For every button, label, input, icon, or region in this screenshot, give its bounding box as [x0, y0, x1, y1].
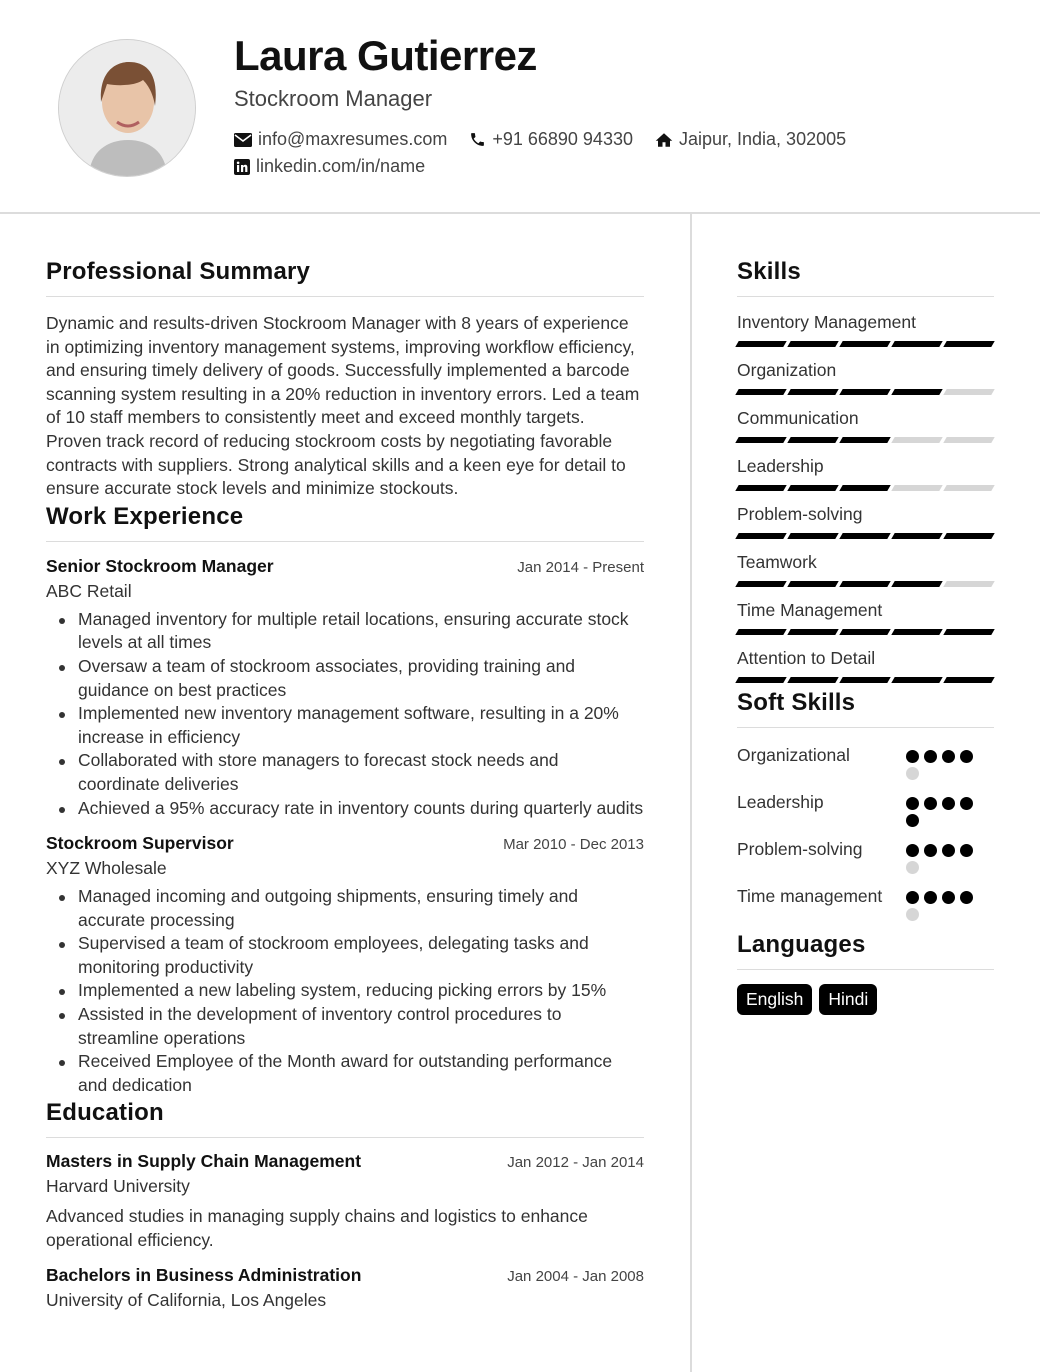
skill-name: Attention to Detail: [737, 648, 876, 668]
soft-skills-list: [737, 743, 994, 925]
contact-row-primary: [234, 129, 868, 150]
soft-skill-rating: [906, 844, 978, 878]
language-badge: English: [737, 984, 812, 1015]
job-title: Senior Stockroom Manager: [46, 555, 274, 576]
skill-name: Teamwork: [737, 552, 817, 572]
skill-level-segment: [787, 677, 838, 683]
degree-title: Bachelors in Business Administration: [46, 1264, 362, 1285]
skill-level-segment: [891, 533, 942, 539]
soft-skill-item: [737, 790, 994, 831]
contact-row-secondary: [234, 156, 447, 177]
soft-skill-name: Organizational: [737, 745, 850, 765]
contact-phone[interactable]: [469, 129, 633, 150]
skill-level-segment: [839, 533, 890, 539]
job-bullet: Implemented new inventory management software, resulting in a 20% increase in efficiency: [78, 702, 644, 749]
soft-skill-item: [737, 743, 994, 784]
main-column: [46, 258, 644, 1311]
job-bullet: Supervised a team of stockroom employees, delegating tasks and monitoring productivity: [78, 932, 644, 979]
skill-name: Organization: [737, 360, 837, 380]
job-bullets: [46, 608, 644, 820]
job-bullet: Oversaw a team of stockroom associates, providing training and guidance on best practices: [78, 655, 644, 702]
rating-dot: [924, 844, 937, 857]
skill-level-segment: [891, 341, 942, 347]
education-dates: Jan 2004 - Jan 2008: [507, 1267, 644, 1285]
job-company: XYZ Wholesale: [46, 858, 167, 879]
soft-skill-name: Leadership: [737, 792, 824, 812]
resume-header: [0, 0, 1040, 214]
email-text: info@maxresumes.com: [258, 129, 448, 149]
candidate-title: Stockroom Manager: [234, 86, 433, 111]
skill-item: [737, 312, 994, 347]
skill-level-segment: [943, 677, 994, 683]
job-entry: [46, 556, 644, 820]
skill-level-segment: [839, 437, 890, 443]
rating-dot: [942, 750, 955, 763]
job-title: Stockroom Supervisor: [46, 833, 234, 854]
rating-dot: [924, 797, 937, 810]
job-company: ABC Retail: [46, 580, 132, 601]
job-bullet: Achieved a 95% accuracy rate in inventory counts during quarterly audits: [78, 797, 644, 821]
skill-level-segment: [839, 389, 890, 395]
contact-location: [655, 129, 846, 150]
skill-level-bar: [737, 485, 993, 491]
skill-level-segment: [787, 437, 838, 443]
skill-level-segment: [891, 437, 942, 443]
rating-dot: [906, 844, 919, 857]
languages-heading: Languages: [737, 931, 994, 970]
candidate-name: Laura Gutierrez: [234, 32, 537, 79]
language-badge: Hindi: [819, 984, 877, 1015]
job-bullet: Received Employee of the Month award for outstanding performance and dedication: [78, 1050, 644, 1097]
degree-title: Masters in Supply Chain Management: [46, 1151, 362, 1172]
rating-dot: [924, 891, 937, 904]
skill-level-bar: [737, 581, 993, 587]
skill-level-segment: [943, 341, 994, 347]
soft-skill-rating: [906, 750, 978, 784]
skill-level-segment: [943, 485, 994, 491]
soft-skill-item: [737, 837, 994, 878]
skill-level-segment: [787, 581, 838, 587]
rating-dot: [906, 750, 919, 763]
skill-level-segment: [735, 485, 786, 491]
skill-level-segment: [735, 533, 786, 539]
phone-text: +91 66890 94330: [492, 129, 633, 149]
envelope-icon: [234, 133, 252, 147]
skill-level-bar: [737, 629, 993, 635]
school-name: Harvard University: [46, 1176, 190, 1197]
rating-dot: [924, 750, 937, 763]
rating-dot: [942, 844, 955, 857]
skill-level-segment: [787, 533, 838, 539]
school-name: University of California, Los Angeles: [46, 1289, 327, 1310]
skill-level-bar: [737, 533, 993, 539]
skill-level-segment: [735, 437, 786, 443]
skill-level-bar: [737, 389, 993, 395]
rating-dot: [906, 814, 919, 827]
skill-name: Communication: [737, 408, 859, 428]
job-entry: [46, 833, 644, 1097]
skill-level-segment: [891, 629, 942, 635]
skill-level-segment: [787, 341, 838, 347]
soft-skill-name: Time management: [737, 886, 883, 906]
contact-email[interactable]: [234, 129, 447, 150]
skill-level-segment: [735, 677, 786, 683]
education-dates: Jan 2012 - Jan 2014: [507, 1154, 644, 1172]
job-bullet: Managed inventory for multiple retail locations, ensuring accurate stock levels at all times: [78, 608, 644, 655]
skill-level-bar: [737, 677, 993, 683]
skills-list: [737, 312, 994, 683]
rating-dot: [906, 797, 919, 810]
skill-level-bar: [737, 341, 993, 347]
soft-skill-item: [737, 884, 994, 925]
location-text: Jaipur, India, 302005: [678, 129, 847, 149]
soft-skill-name: Problem-solving: [737, 839, 863, 859]
skill-level-segment: [787, 629, 838, 635]
rating-dot: [906, 908, 919, 921]
linkedin-icon: [234, 159, 250, 175]
skill-level-segment: [943, 629, 994, 635]
skill-name: Leadership: [737, 456, 824, 476]
soft-skills-heading: Soft Skills: [737, 689, 994, 728]
skill-item: [737, 600, 994, 635]
skills-heading: Skills: [737, 258, 994, 297]
rating-dot: [960, 891, 973, 904]
languages-list: [737, 984, 994, 1015]
job-bullet: Assisted in the development of inventory control procedures to streamline operations: [78, 1003, 644, 1050]
phone-icon: [469, 131, 486, 148]
rating-dot: [942, 891, 955, 904]
skill-name: Inventory Management: [737, 312, 916, 332]
home-icon: [655, 132, 673, 148]
skill-level-segment: [839, 341, 890, 347]
skill-level-segment: [943, 437, 994, 443]
skill-level-segment: [735, 341, 786, 347]
rating-dot: [960, 797, 973, 810]
rating-dot: [942, 797, 955, 810]
skill-level-segment: [735, 629, 786, 635]
skill-level-bar: [737, 437, 993, 443]
skill-item: [737, 408, 994, 443]
skill-item: [737, 648, 994, 683]
rating-dot: [906, 891, 919, 904]
education-entry: [46, 1151, 644, 1252]
person-silhouette-icon: [59, 40, 196, 177]
column-divider: [690, 214, 692, 1372]
skill-level-segment: [943, 533, 994, 539]
skill-level-segment: [735, 389, 786, 395]
linkedin-text: linkedin.com/in/name: [256, 156, 426, 176]
skill-level-segment: [891, 677, 942, 683]
rating-dot: [960, 844, 973, 857]
job-bullet: Implemented a new labeling system, reducing picking errors by 15%: [78, 979, 644, 1003]
skill-level-segment: [787, 485, 838, 491]
skill-item: [737, 456, 994, 491]
skill-level-segment: [839, 629, 890, 635]
rating-dot: [906, 767, 919, 780]
contact-linkedin[interactable]: [234, 156, 425, 177]
skill-item: [737, 552, 994, 587]
skill-level-segment: [943, 581, 994, 587]
experience-heading: Work Experience: [46, 503, 644, 542]
job-bullets: [46, 885, 644, 1097]
education-heading: Education: [46, 1099, 644, 1138]
job-bullet: Collaborated with store managers to forecast stock needs and coordinate deliveries: [78, 749, 644, 796]
soft-skill-rating: [906, 891, 978, 925]
skill-item: [737, 360, 994, 395]
education-entry: [46, 1265, 644, 1311]
profile-photo: [58, 39, 196, 177]
skill-level-segment: [735, 581, 786, 587]
rating-dot: [906, 861, 919, 874]
job-bullet: Managed incoming and outgoing shipments, ensuring timely and accurate processing: [78, 885, 644, 932]
skill-level-segment: [891, 581, 942, 587]
summary-text: Dynamic and results-driven Stockroom Manager with 8 years of experience in optimizing inventory management systems, improving workflow efficiency, and ensuring timely delivery of goods. Successfully implemented a barcode scanning system resulting in a 20% reduction in inventory errors. Led a team of 10 staff members to consistently meet and exceed monthly targets. Proven track record of reducing stockroom costs by negotiating favorable contracts with suppliers. Strong analytical skills and a keen eye for detail to ensure accurate stock levels and minimize stockouts.: [46, 313, 640, 499]
skill-level-segment: [839, 581, 890, 587]
skill-level-segment: [839, 677, 890, 683]
skill-name: Time Management: [737, 600, 883, 620]
job-dates: Mar 2010 - Dec 2013: [503, 836, 644, 854]
skill-level-segment: [891, 485, 942, 491]
skill-level-segment: [787, 389, 838, 395]
skill-level-segment: [839, 485, 890, 491]
job-dates: Jan 2014 - Present: [517, 558, 644, 576]
skill-name: Problem-solving: [737, 504, 863, 524]
summary-heading: Professional Summary: [46, 258, 644, 297]
skill-item: [737, 504, 994, 539]
sidebar-column: [737, 258, 994, 1015]
skill-level-segment: [891, 389, 942, 395]
education-description: Advanced studies in managing supply chains and logistics to enhance operational efficiency.: [46, 1206, 588, 1251]
soft-skill-rating: [906, 797, 978, 831]
skill-level-segment: [943, 389, 994, 395]
rating-dot: [960, 750, 973, 763]
